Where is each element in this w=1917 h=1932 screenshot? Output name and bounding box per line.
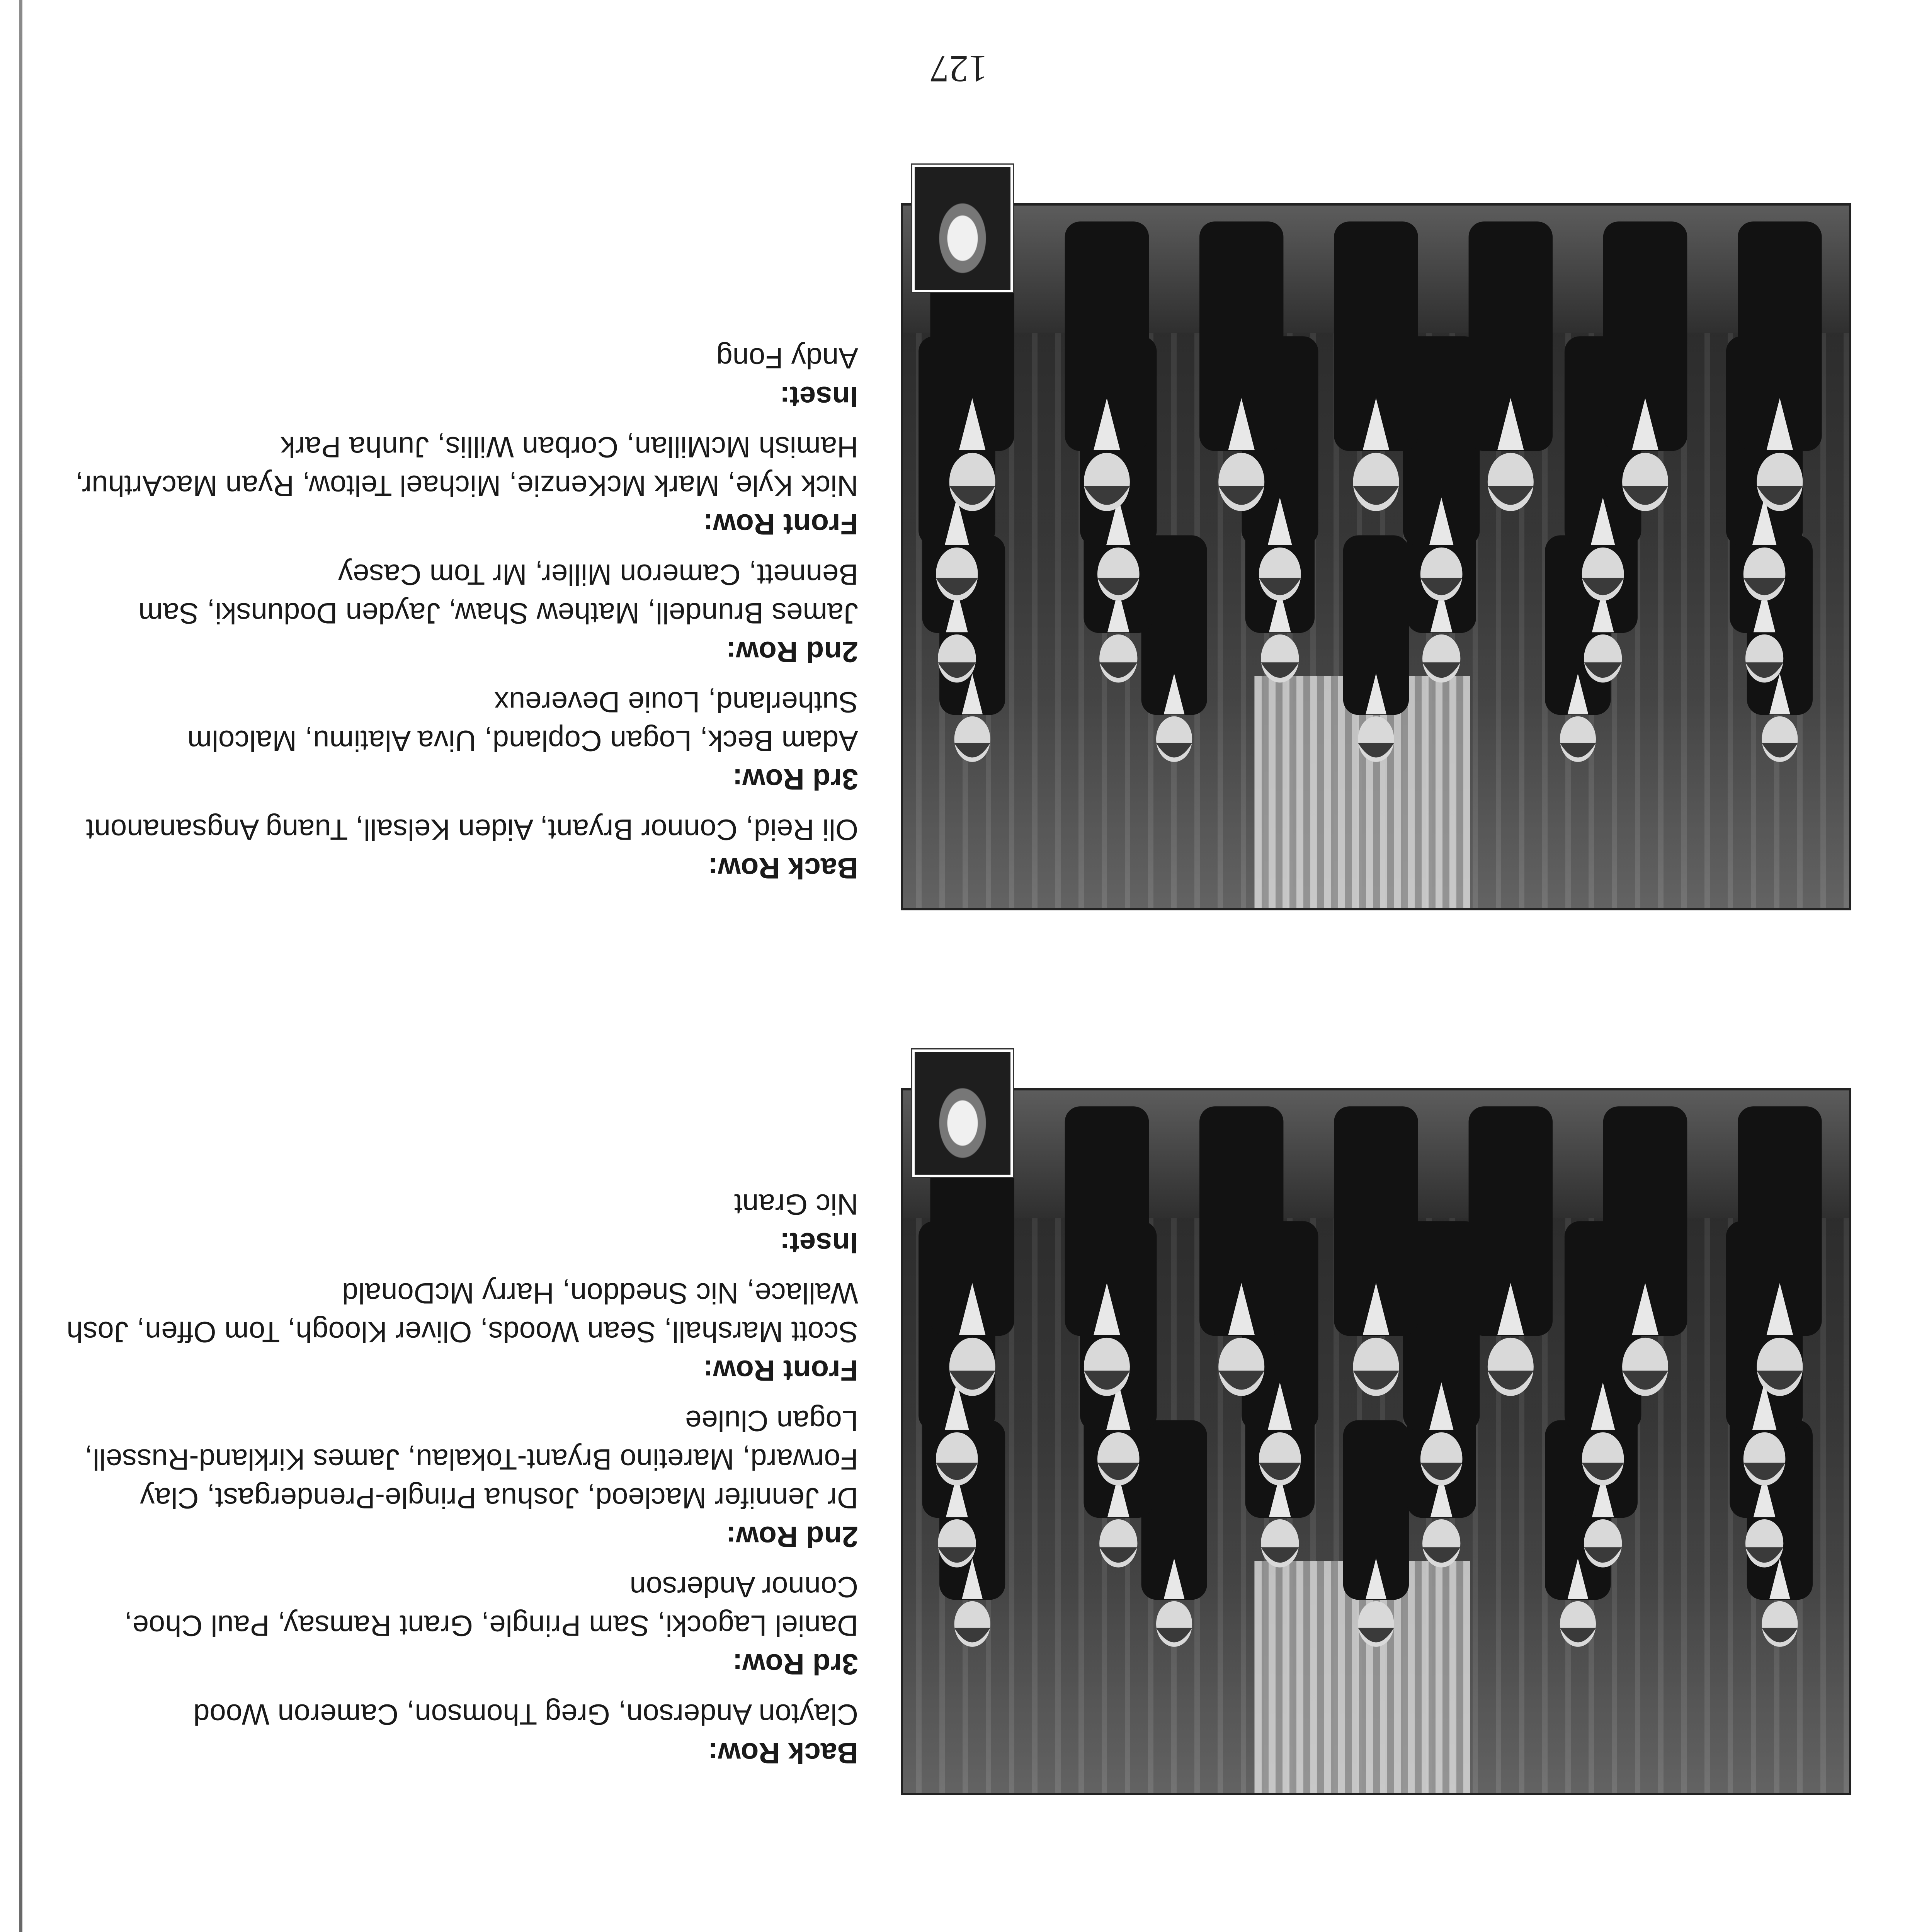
caption-names: Andy Fong bbox=[716, 342, 858, 374]
group-photo-3 bbox=[901, 203, 1851, 910]
page-number: 127 bbox=[930, 48, 988, 90]
caption-label: Front Row: bbox=[703, 1354, 858, 1387]
caption-label: Inset: bbox=[780, 1226, 858, 1259]
caption-label: 3rd Row: bbox=[732, 763, 858, 796]
group-photo-figures-2 bbox=[903, 1090, 1849, 1793]
person-figure bbox=[1343, 1420, 1409, 1647]
caption-names: Daniel Lagocki, Sam Pringle, Grant Ramsay, Paul Choe, Connor Anderson bbox=[124, 1570, 858, 1642]
caption-names: Nic Grant bbox=[734, 1188, 858, 1221]
caption-label: Back Row: bbox=[708, 1736, 858, 1769]
caption-label: 2nd Row: bbox=[726, 635, 858, 668]
caption-names: Scott Marshall, Sean Woods, Oliver Kloogh, Tom Offen, Josh Wallace, Nic Sneddon, Harry McDonald bbox=[66, 1277, 858, 1348]
caption-label: 3rd Row: bbox=[732, 1648, 858, 1680]
person-figure bbox=[1469, 1106, 1553, 1396]
caption-names: Nick Kyle, Mark McKenzie, Michael Teltow, Ryan MacArthur, Hamish McMillan, Corban Willis, Junha Park bbox=[75, 430, 858, 502]
group-photo-section-3 bbox=[0, 118, 1917, 910]
caption-names: James Brundell, Mathew Shaw, Jayden Dodunski, Sam Bennett, Cameron Miller, Mr Tom Casey bbox=[138, 558, 858, 629]
group-photo-section-1 bbox=[0, 1896, 1917, 1932]
caption-names: Clayton Anderson, Greg Thomson, Cameron Wood bbox=[193, 1698, 858, 1731]
group-photo-2 bbox=[901, 1088, 1851, 1795]
caption-names: Dr Jennifer Macleod, Joshua Pringle-Prendergast, Clay Forward, Maretino Bryant-Tokalau, James Kirkland-Russell, Logan Clulee bbox=[84, 1404, 858, 1514]
person-figure bbox=[1343, 535, 1409, 762]
inset-portrait-2a bbox=[912, 1049, 1013, 1177]
caption-names: Oli Reid, Connor Bryant, Aiden Kelsall, Tuang Angsananont bbox=[86, 813, 858, 846]
group-photo-figures-3 bbox=[903, 206, 1849, 908]
person-figure bbox=[1469, 221, 1553, 511]
caption-label: 2nd Row: bbox=[726, 1520, 858, 1553]
caption-group-3 bbox=[66, 338, 858, 887]
group-photo-section-2 bbox=[0, 1003, 1917, 1795]
caption-label: Front Row: bbox=[703, 508, 858, 541]
caption-label: Inset: bbox=[780, 380, 858, 413]
inset-portrait-3a bbox=[912, 165, 1013, 292]
caption-names: Adam Beck, Logan Copland, Uiva Alatimu, Malcolm Sutherland, Louie Deverеux bbox=[187, 685, 858, 757]
caption-label: Back Row: bbox=[708, 852, 858, 884]
caption-group-2 bbox=[66, 1185, 858, 1772]
